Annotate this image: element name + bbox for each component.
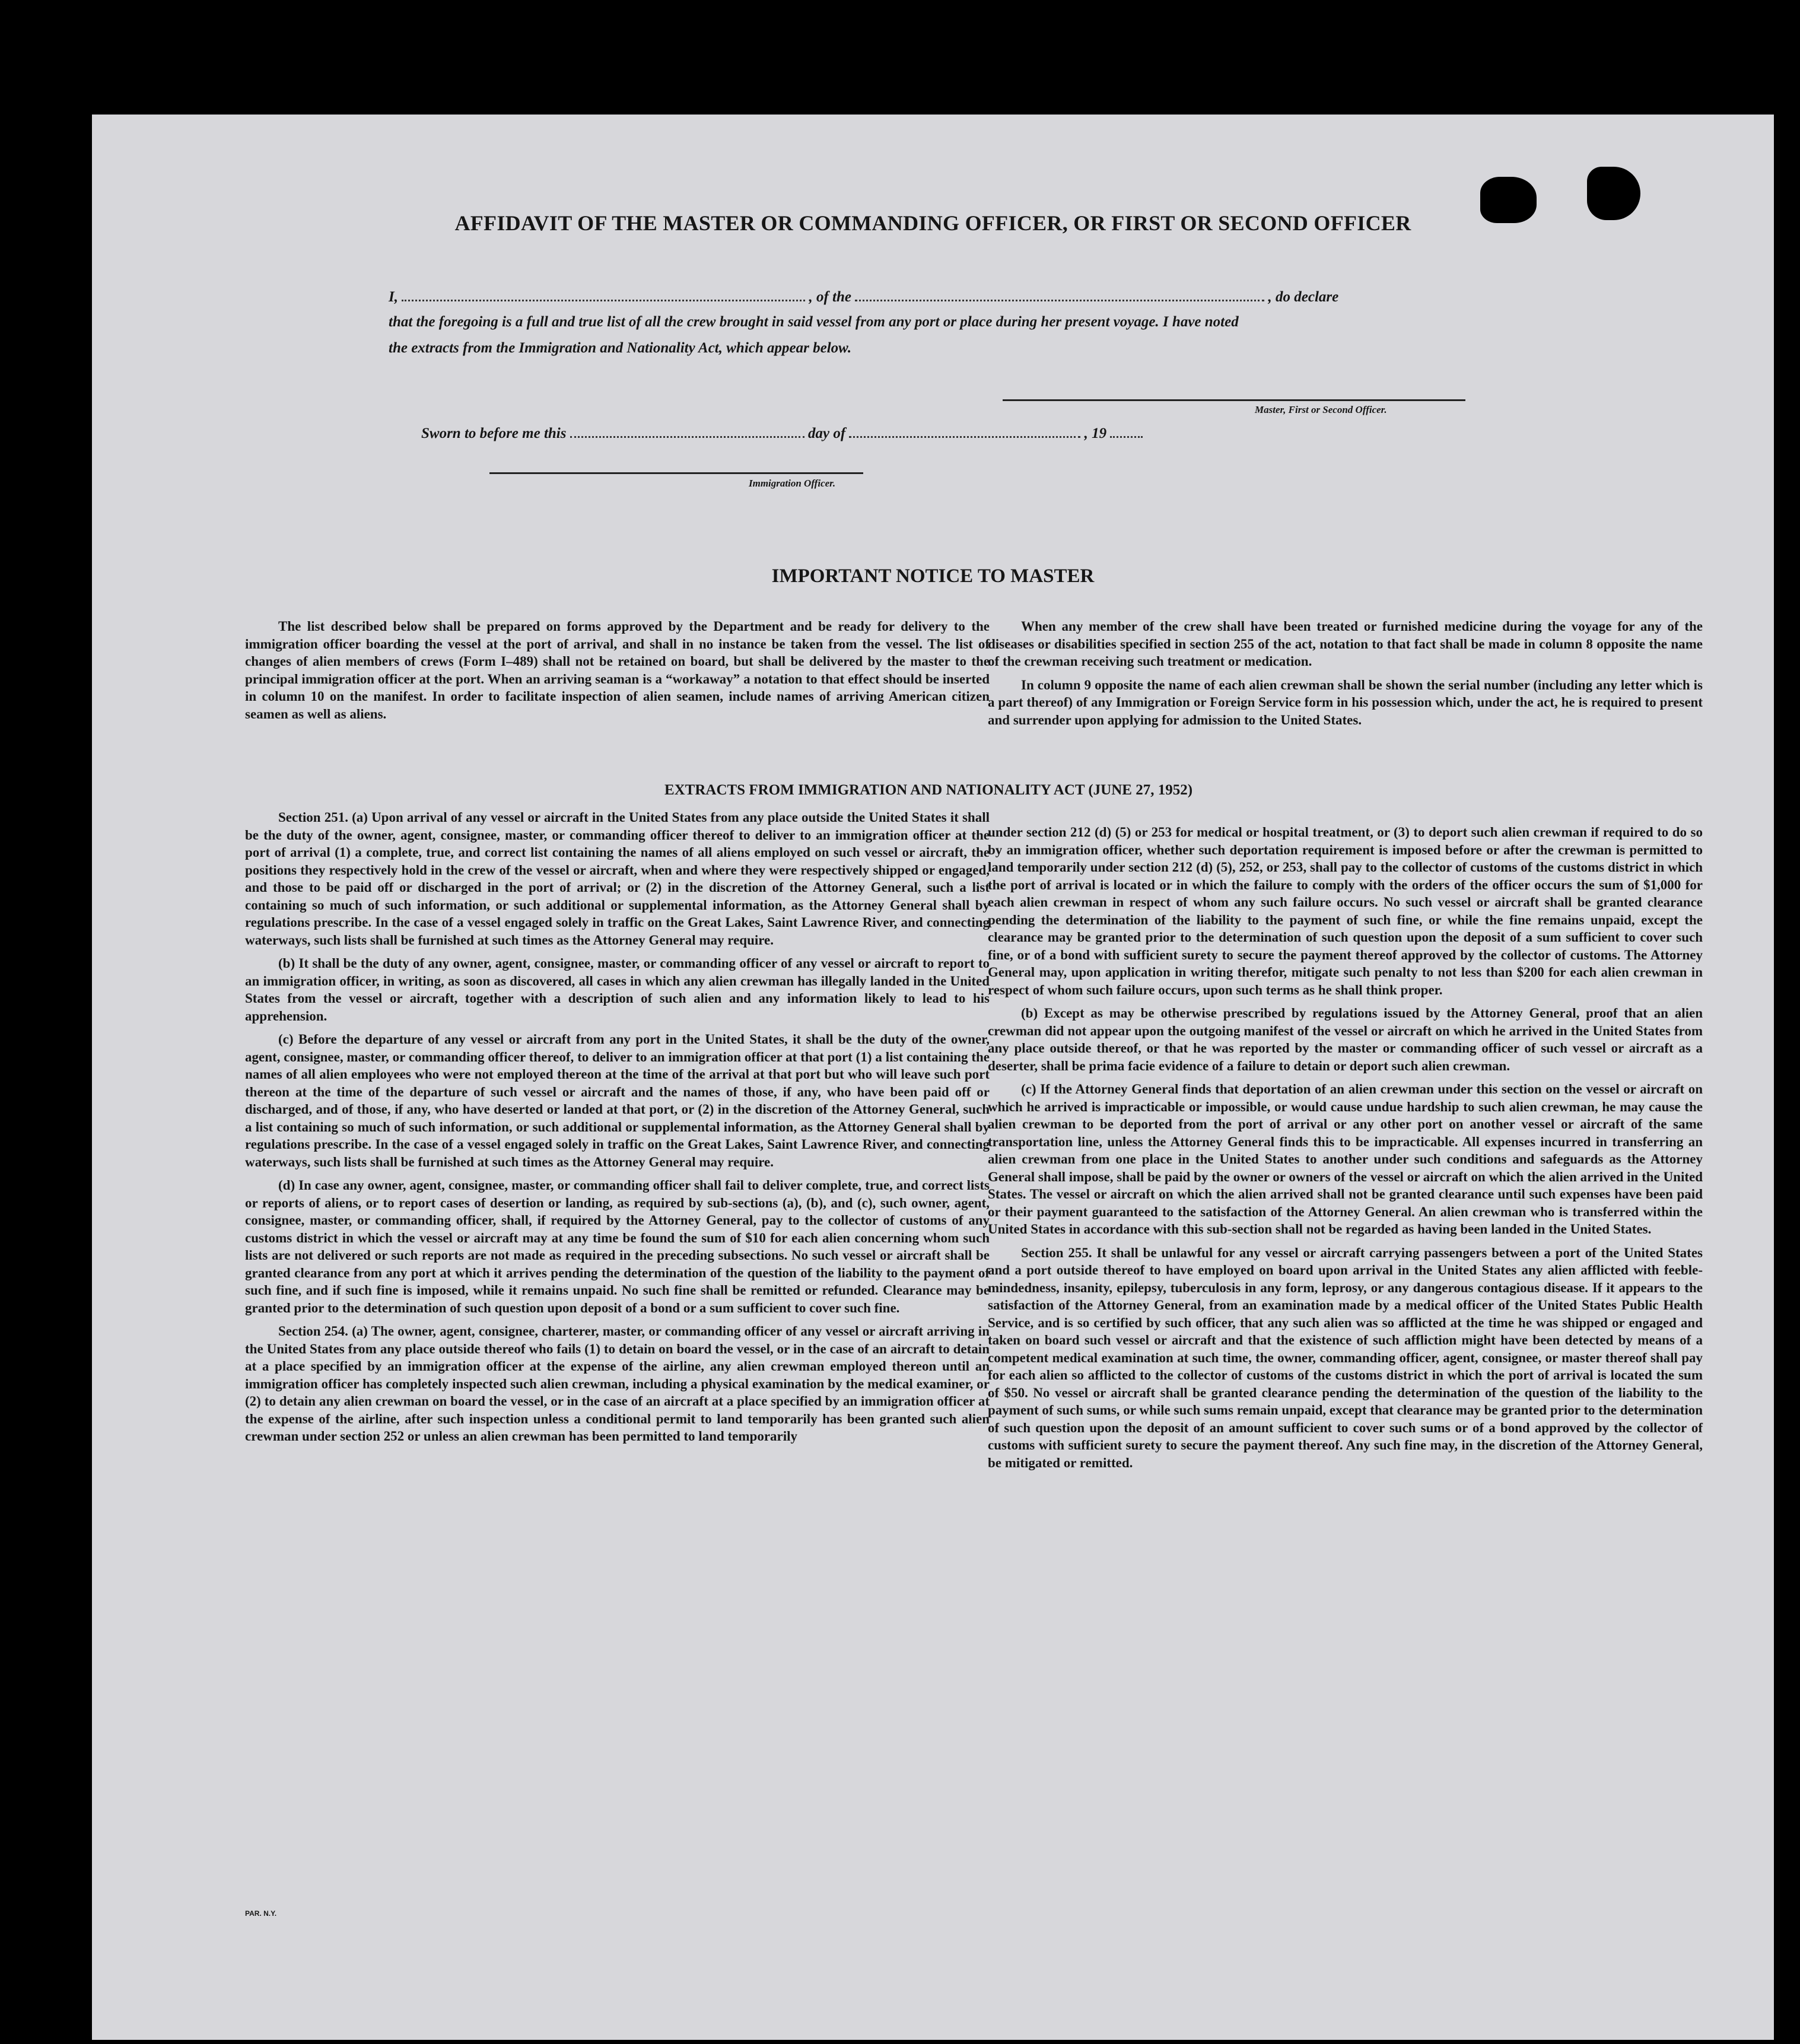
printer-mark: PAR. N.Y. [245,1909,277,1918]
section-paragraph: (d) In case any owner, agent, consignee, master, or commanding officer shall fail to deliver complete, true, and correct lists or reports of aliens, or to report cases of desertion or landing, as required by sub-sections (a), (b), and (c), such owner, agent, consignee, master, or commanding officer, shall, if required by the Attorney General, pay to the collector of customs of any customs district in which the vessel or aircraft may at any time be found the sum of $10 for each alien concerning whom such lists are not delivered or such reports are not made as required in the preceding subsections. No such vessel or aircraft shall be granted clearance from any port at which it arrives pending the determination of the question of the liability to the payment of such fine, and if such fine is imposed, while it remains unpaid. No such fine shall be remitted or refunded. Clearance may be granted prior to the determination of such question upon deposit of a bond or a sum sufficient to cover such fine. [245,1178,990,1315]
section-paragraph: Section 251. (a) Upon arrival of any vessel or aircraft in the United States from any place outside the United States it shall be the duty of the owner, agent, consignee, master, or commanding officer thereof to deliver to an immigration officer at the port of arrival (1) a complete, true, and correct list containing the names of all aliens employed on such vessel or aircraft, the positions they respectively hold in the crew of the vessel or aircraft, when and where they were respectively shipped or engaged, and those to be paid off or discharged in the port of arrival; or (2) in the discretion of the Attorney General, such a list containing so much of such information, or such additional or supplemental information, as the Attorney General shall by regulations prescribe. In the case of a vessel engaged solely in traffic on the Great Lakes, Saint Lawrence River, and connecting waterways, such lists shall be furnished at such times as the Attorney General may require. [245,810,990,948]
statement-line-1: that the foregoing is a full and true list of all the crew brought in said vessel from any port or place during her present voyage. I have noted [389,314,1239,330]
section-paragraph: (c) If the Attorney General finds that deportation of an alien crewman under this section on the vessel or aircraft on which he arrived is impracticable or impossible, or would cause undue hardship to such alien crewman, he may cause the alien crewman to be deported from the port of arrival or any other port on another vessel or aircraft of the same transportation line, unless the Attorney General finds this to be impracticable. All expenses incurred in transferring an alien crewman from one place in the United States to another under such conditions and safeguards as the Attorney General shall impose, shall be paid by the owner or owners of the vessel or aircraft on which the alien arrived in the United States. The vessel or aircraft on which the alien arrived shall not be granted clearance until such expenses have been paid or their payment guaranteed to the satisfaction of the Attorney General. An alien crewman who is transferred within the United States in accordance with this sub-section shall not be regarded as having been landed in the United States. [988,1082,1703,1236]
of-the-label: , of the [809,289,852,305]
section-paragraph: Section 254. (a) The owner, agent, consignee, charterer, master, or commanding officer of any vessel or aircraft arriving in the United States from any place outside thereof who fails (1) to detain on board the vessel, or in the case of an aircraft to detain at a place specified by an immigration officer at the expense of the airline, any alien crewman employed thereon until an immigration officer has completely inspected such alien crewman, including a physical examination by the medical examiner, or (2) to detain any alien crewman on board the vessel, or in the case of an aircraft at a place specified by an immigration officer at the expense of the airline, after such inspection unless a conditional permit to land temporarily has been granted such alien crewman under section 252 or unless an alien crewman has been permitted to land temporarily [245,1324,990,1444]
extracts-left-column [245,809,990,1451]
extracts-title: EXTRACTS FROM IMMIGRATION AND NATIONALITY ACT (JUNE 27, 1952) [664,782,1193,798]
affidavit-title: AFFIDAVIT OF THE MASTER OR COMMANDING OFFICER, OR FIRST OR SECOND OFFICER [454,211,1411,235]
extracts-right-column [988,824,1703,1477]
section-paragraph: (b) It shall be the duty of any owner, agent, consignee, master, or commanding officer of any vessel or aircraft to report to an immigration officer, in writing, as soon as discovered, all cases in which any alien crewman has illegally landed in the United States from the vessel or aircraft, together with a description of such alien and any information likely to lead to his apprehension. [245,956,990,1023]
notice-left-paragraph: The list described below shall be prepared on forms approved by the Department and be ready for delivery to the immigration officer boarding the vessel at the port of arrival, and shall in no instance be taken from the vessel. The list of changes of alien members of crews (Form I–489) shall not be retained on board, but shall be delivered by the master to the principal immigration officer at the port. When an arriving seaman is a “workaway” a notation to that effect should be inserted in column 10 on the manifest. In order to facilitate inspection of alien seamen, include names of arriving American citizen seamen as well as aliens. [245,619,990,721]
i-label: I, [389,289,398,305]
notice-title: IMPORTANT NOTICE TO MASTER [771,565,1095,587]
notice-right-paragraph: When any member of the crew shall have been treated or furnished medicine during the voyage for any of the diseases or disabilities specified in section 255 of the act, notation to that fact shall be made in column 8 opposite the name of the crewman receiving such treatment or medication. [988,619,1703,669]
section-paragraph: Section 255. It shall be unlawful for any vessel or aircraft carrying passengers between a port of the United States and a port outside thereof to have employed on board upon arrival in the United States any alien afflicted with feeble-mindedness, insanity, epilepsy, tuberculosis in any form, leprosy, or any dangerous contagious disease. If it appears to the satisfaction of the Attorney General, from an examination made by a medical officer of the United States Public Health Service, and is so certified by such officer, that any such alien was so afflicted at the time he was shipped or engaged and taken on board such vessel or aircraft and that the existence of such affliction might have been detected by means of a competent medical examination at such time, the owner, commanding officer, agent, consignee, or master thereof shall pay for each alien so afflicted to the collector of customs of the customs district in which the port of arrival is located the sum of $50. No vessel or aircraft shall be granted clearance pending the determination of the question of the liability to the payment of such sums, or while such sums remain unpaid, except that clearance may be granted prior to the determination of such question upon the deposit of an amount sufficient to cover such sums or of a bond approved by the collector of customs with sufficient surety to secure the payment thereof. Any such fine may, in the discretion of the Attorney General, be mitigated or remitted. [988,1245,1703,1470]
vessel-field[interactable] [855,287,1264,301]
statement-line-2: the extracts from the Immigration and Nationality Act, which appear below. [389,340,852,356]
document-page [92,115,1774,2040]
master-caption: Master, First or Second Officer. [1255,404,1387,415]
notice-right-column [988,618,1703,735]
month-field[interactable] [849,423,1080,438]
officer-caption: Immigration Officer. [749,478,836,489]
declaration-line [389,287,1338,306]
do-declare-label: , do declare [1268,289,1339,305]
section-paragraph: (c) Before the departure of any vessel or aircraft from any port in the United States, it shall be the duty of the owner, agent, consignee, master, or commanding officer thereof, to deliver to an immigration officer at that port (1) a list containing the names of all alien employees who were not employed thereon at the time of the arrival at that port but who will leave such port thereon at the time of the departure of such vessel or aircraft and the names of those, if any, who have been paid off or discharged, and of those, if any, who have deserted or landed at that port, or (2) in the discretion of the Attorney General, such a list containing so much of such information, or such additional or supplemental information, as the Attorney General shall by regulations prescribe. In the case of a vessel engaged solely in traffic on the Great Lakes, Saint Lawrence River, and connecting waterways, such lists shall be furnished at such times as the Attorney General may require. [245,1032,990,1169]
sworn-line [421,423,1143,442]
sworn-date-field[interactable] [570,423,804,438]
section-paragraph: under section 212 (d) (5) or 253 for medical or hospital treatment, or (3) to deport such alien crewman if required to do so by an immigration officer, whether such deportation requirement is imposed before or after the crewman is permitted to land temporarily under section 212 (d) (5), 252, or 253, shall pay to the collector of customs of the customs district in which the port of arrival is located or in which the failure to comply with the orders of the officer occurs the sum of $1,000 for each alien crewman in respect of whom any such failure occurs. No such vessel or aircraft shall be granted clearance pending the determination of the liability to the payment of such fine, or while the fine remains unpaid, except the clearance may be granted prior to the determination of such question upon the deposit of a sum sufficient to cover such fine, or of a bond with sufficient surety to secure the payment thereof approved by the collector of customs. The Attorney General may, upon application in writing therefor, mitigate such penalty to not less than $200 for each alien crewman in respect of whom such failure occurs, upon such terms as he shall think proper. [988,825,1703,997]
notice-left-column [245,618,990,729]
name-field[interactable] [402,287,805,301]
year-field[interactable] [1110,423,1143,438]
notice-right-paragraph: In column 9 opposite the name of each alien crewman shall be shown the serial number (including any letter which is a part thereof) of any Immigration or Foreign Service form in his possession which, under the act, he is required to present and surrender upon applying for admission to the United States. [988,677,1703,727]
sworn-label: Sworn to before me this [421,425,567,441]
section-paragraph: (b) Except as may be otherwise prescribed by regulations issued by the Attorney General, proof that an alien crewman did not appear upon the outgoing manifest of the vessel or aircraft on which he arrived in the United States from any place outside thereof, or that he was reported by the master or commanding officer of such vessel or aircraft as a deserter, shall be prima facie evidence of a failure to detain or deport such alien crewman. [988,1006,1703,1073]
master-signature-line[interactable] [1003,399,1465,401]
day-of-label: day of [807,425,846,441]
year-label: , 19 [1084,425,1107,441]
officer-signature-line[interactable] [489,472,863,474]
